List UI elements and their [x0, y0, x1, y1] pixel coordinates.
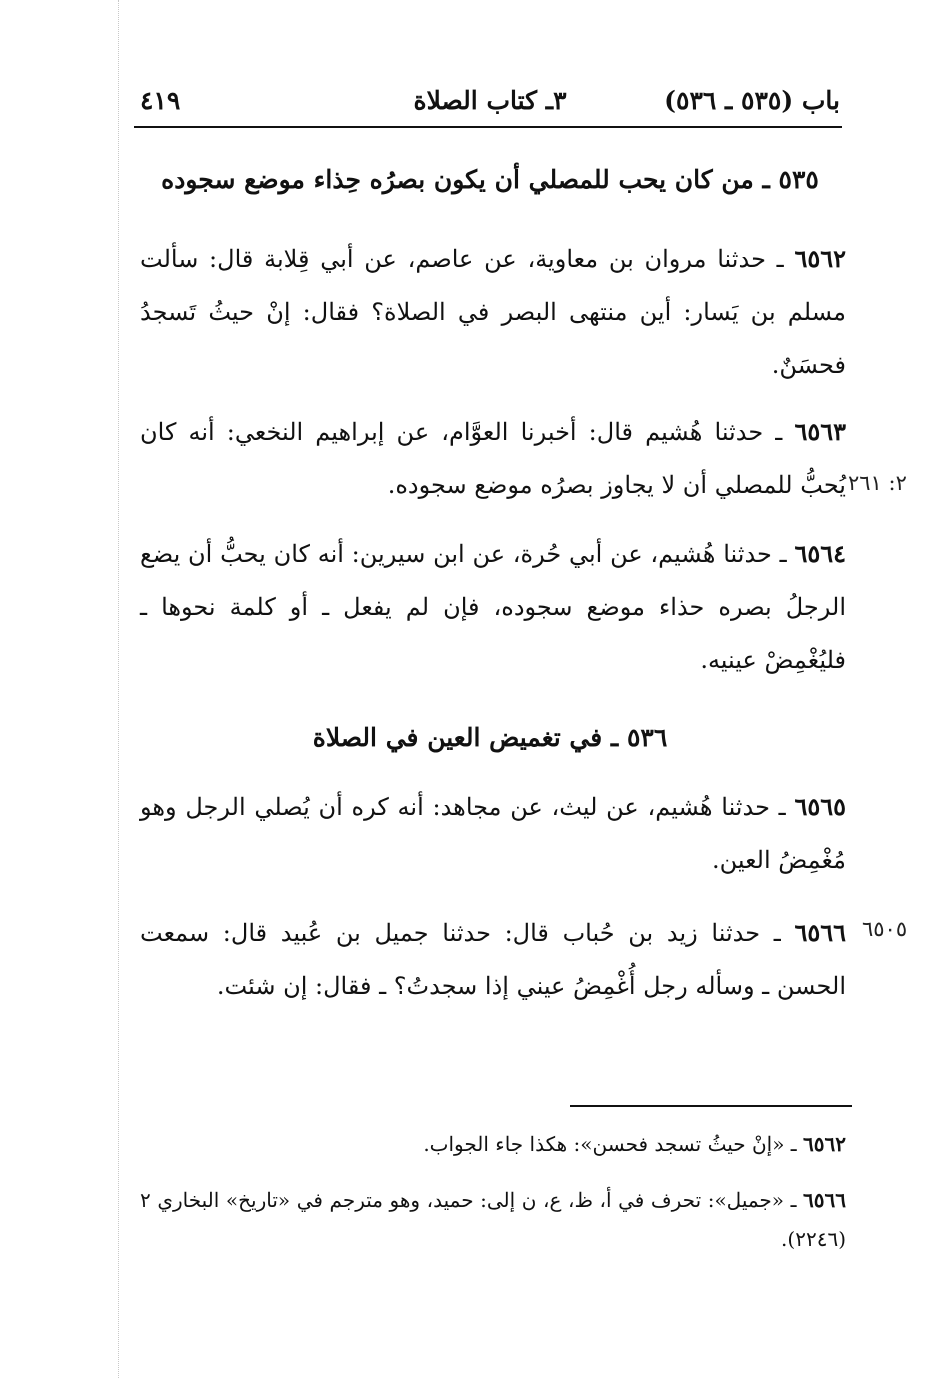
- chapter-heading-535: ٥٣٥ ـ من كان يحب للمصلي أن يكون بصرُه حِذاء موضع سجوده: [161, 165, 819, 194]
- header-rule: [134, 126, 842, 128]
- chapter-range: باب (٥٣٥ ـ ٥٣٦): [664, 86, 840, 115]
- hadith-text: ـ حدثنا هُشيم قال: أخبرنا العوَّام، عن إبراهيم النخعي: أنه كان يُحبُّ للمصلي أن لا يجاوز بصرُه موضع سجوده.: [140, 418, 846, 499]
- chapter-heading-536: ٥٣٦ ـ في تغميض العين في الصلاة: [312, 723, 668, 752]
- hadith-6564: [140, 527, 846, 687]
- hadith-number: ٦٥٦٤: [794, 539, 846, 568]
- hadith-text: ـ حدثنا زيد بن حُباب قال: حدثنا جميل بن عُبيد قال: سمعت الحسن ـ وسأله رجل أُغْمِضُ عيني إذا سجدتُ؟ ـ فقال: إن شئت.: [140, 919, 846, 1000]
- hadith-text: ـ حدثنا هُشيم، عن أبي حُرة، عن ابن سيرين: أنه كان يحبُّ أن يضع الرجلُ بصره حذاء موضع سجوده، فإن لم يفعل ـ أو كلمة نحوها ـ فليُغْمِضْ عينيه.: [140, 540, 846, 674]
- footnote-text: ـ «إنْ حيثُ تسجد فحسن»: هكذا جاء الجواب.: [423, 1132, 804, 1156]
- book-title: ٣ـ كتاب الصلاة: [413, 86, 567, 115]
- footnote-6562: [140, 1125, 846, 1164]
- hadith-6563: [140, 405, 846, 512]
- footnote-number: ٦٥٦٢: [803, 1132, 846, 1156]
- hadith-6565: [140, 780, 846, 887]
- footnote-6566: [140, 1181, 846, 1259]
- margin-edition-number: ٦٥٠٥: [862, 917, 908, 941]
- hadith-6566: [140, 906, 846, 1013]
- margin-cross-reference: ٢: ٢٦١: [848, 471, 907, 495]
- hadith-text: ـ حدثنا هُشيم، عن ليث، عن مجاهد: أنه كره أن يُصلي الرجل وهو مُغْمِضُ العين.: [140, 793, 846, 874]
- page-header: [140, 82, 840, 118]
- footnote-text: ـ «جميل»: تحرف في أ، ظ، ع، ن إلى: حميد، وهو مترجم في «تاريخ» البخاري ٢ (٢٢٤٦).: [140, 1188, 846, 1251]
- page-number: ٤١٩: [140, 86, 181, 115]
- hadith-text: ـ حدثنا مروان بن معاوية، عن عاصم، عن أبي قِلابة قال: سألت مسلم بن يَسار: أين منتهى البصر في الصلاة؟ فقال: إنْ حيثُ تَسجدُ فحسَنٌ.: [140, 245, 846, 379]
- hadith-number: ٦٥٦٥: [794, 792, 846, 821]
- hadith-number: ٦٥٦٢: [794, 244, 846, 273]
- hadith-6562: [140, 232, 846, 392]
- footnote-rule: [570, 1105, 852, 1107]
- scan-edge-line: [118, 0, 119, 1378]
- footnote-number: ٦٥٦٦: [803, 1188, 846, 1212]
- hadith-number: ٦٥٦٦: [794, 918, 846, 947]
- hadith-number: ٦٥٦٣: [794, 417, 846, 446]
